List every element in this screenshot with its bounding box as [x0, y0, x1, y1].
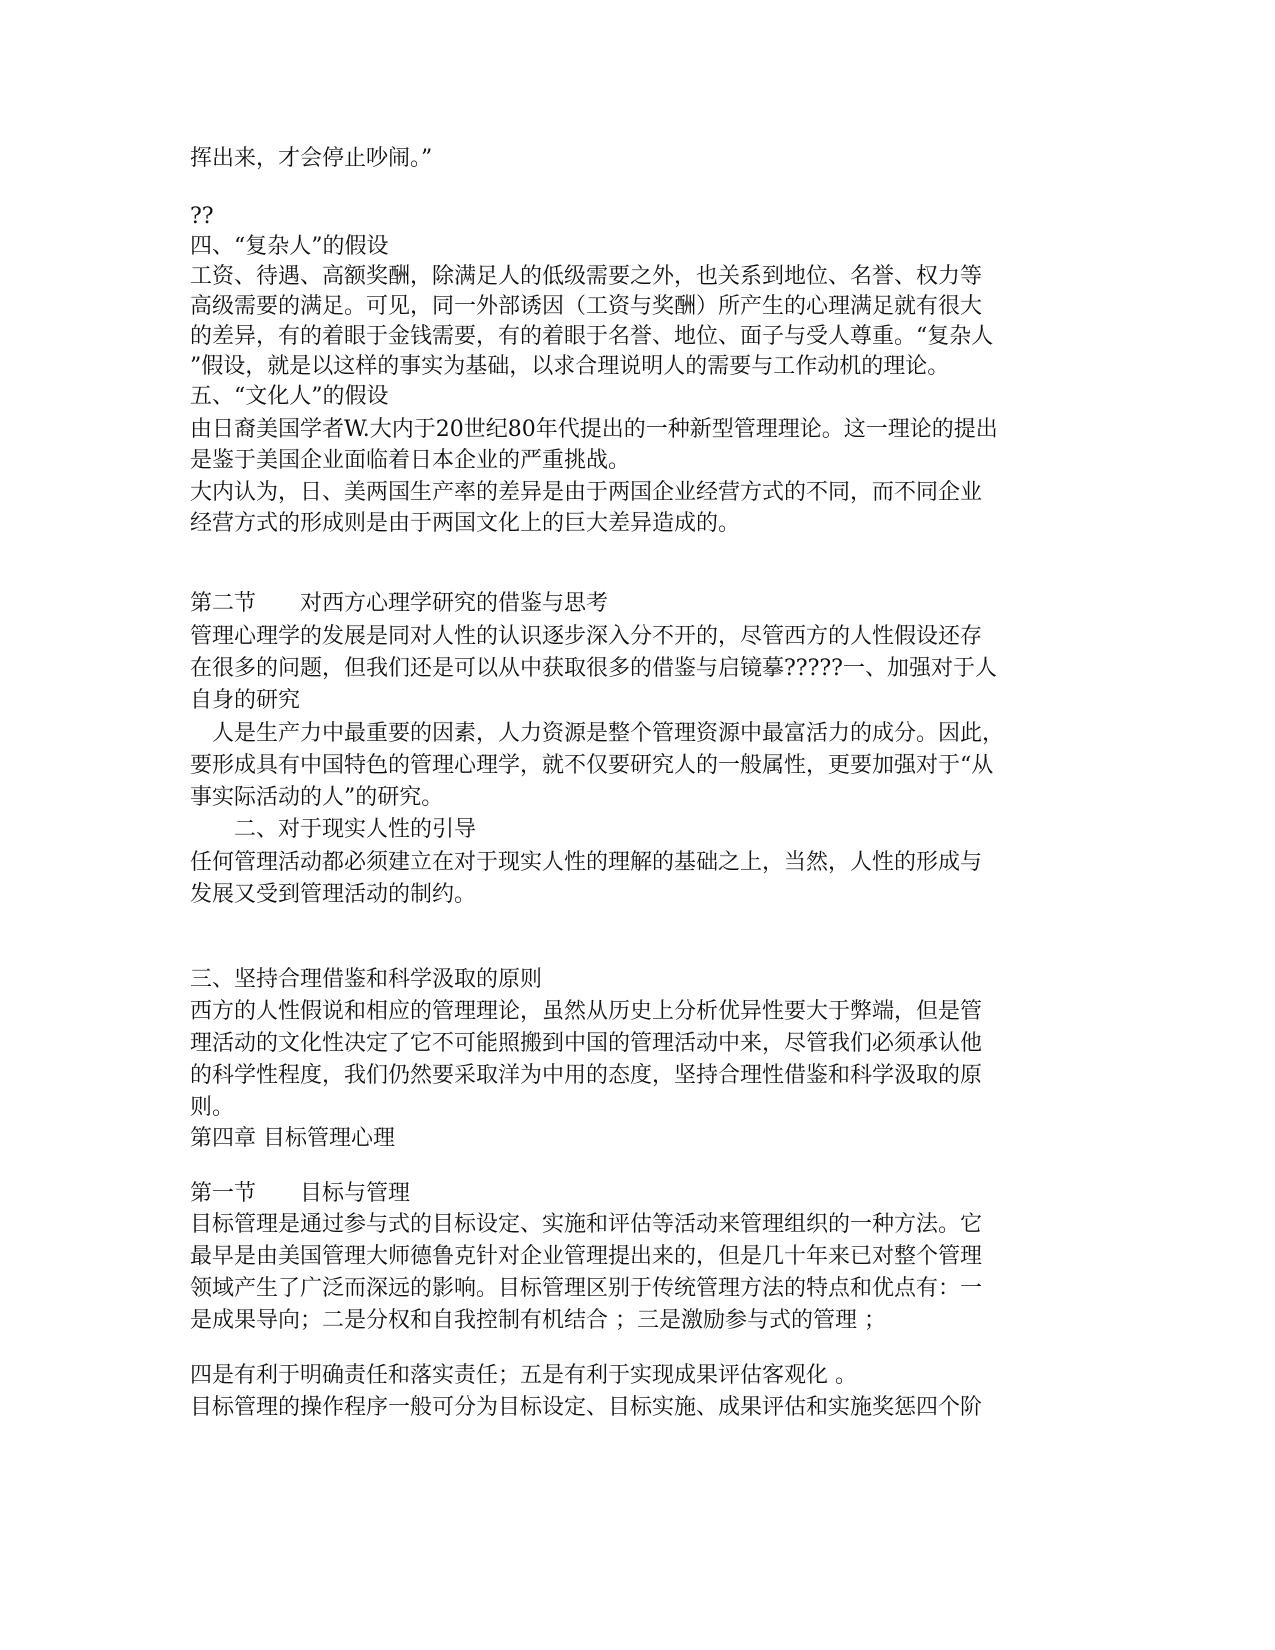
text-line: 则。 — [190, 1095, 235, 1120]
section-heading: 第一节 目标与管理 — [190, 1181, 411, 1206]
chapter-heading: 第四章 目标管理心理 — [190, 1126, 395, 1151]
text-line: 的差异，有的着眼于金钱需要，有的着眼于名誉、地位、面子与受人尊重。“复杂人 — [190, 324, 994, 349]
text-line: 管理心理学的发展是同对人性的认识逐步深入分不开的，尽管西方的人性假设还存 — [190, 624, 983, 649]
text-line: 在很多的问题，但我们还是可以从中获取很多的借鉴与启镜摹?????一、加强对于人 — [190, 656, 997, 681]
text-line: 四是有利于明确责任和落实责任；五是有利于实现成果评估客观化 。 — [190, 1363, 857, 1388]
text-line: 发展又受到管理活动的制约。 — [190, 882, 477, 907]
text-line: 人是生产力中最重要的因素，人力资源是整个管理资源中最富活力的成分。因此， — [190, 721, 1005, 746]
text-line: 大内认为，日、美两国生产率的差异是由于两国企业经营方式的不同，而不同企业 — [190, 480, 983, 505]
text-line: 自身的研究 — [190, 688, 301, 713]
text-line: 高级需要的满足。可见，同一外部诱因（工资与奖酬）所产生的心理满足就有很大 — [190, 294, 983, 319]
text-line: 是成果导向；二是分权和自我控制有机结合 ；三是激励参与式的管理 ； — [190, 1308, 886, 1333]
text-line: ”假设，就是以这样的事实为基础，以求合理说明人的需要与工作动机的理论。 — [190, 354, 950, 379]
text-line: 的科学性程度，我们仍然要采取洋为中用的态度，坚持合理性借鉴和科学汲取的原 — [190, 1063, 983, 1088]
text-line: 最早是由美国管理大师德鲁克针对企业管理提出来的，但是几十年来已对整个管理 — [190, 1244, 983, 1269]
text-line: 目标管理的操作程序一般可分为目标设定、目标实施、成果评估和实施奖惩四个阶 — [190, 1395, 983, 1420]
text-line: 挥出来，才会停止吵闹。” — [190, 146, 433, 171]
text-line: 西方的人性假说和相应的管理理论，虽然从历史上分析优异性要大于弊端，但是管 — [190, 999, 983, 1024]
text-line: 事实际活动的人”的研究。 — [190, 785, 444, 810]
text-line: 领域产生了广泛而深远的影响。目标管理区别于传统管理方法的特点和优点有：一 — [190, 1276, 983, 1301]
text-line: 经营方式的形成则是由于两国文化上的巨大差异造成的。 — [190, 511, 741, 536]
text-line: 是鉴于美国企业面临着日本企业的严重挑战。 — [190, 448, 631, 473]
section-heading: 第二节 对西方心理学研究的借鉴与思考 — [190, 591, 609, 616]
text-line: ?? — [190, 204, 214, 229]
text-line: 由日裔美国学者W.大内于20世纪80年代提出的一种新型管理理论。这一理论的提出 — [190, 417, 998, 442]
text-line: 要形成具有中国特色的管理心理学，就不仅要研究人的一般属性，更要加强对于“从 — [190, 753, 994, 778]
text-line: 工资、待遇、高额奖酬，除满足人的低级需要之外，也关系到地位、名誉、权力等 — [190, 264, 983, 289]
text-line: 理活动的文化性决定了它不可能照搬到中国的管理活动中来，尽管我们必须承认他 — [190, 1031, 983, 1056]
section-heading: 三、坚持合理借鉴和科学汲取的原则 — [190, 967, 543, 992]
text-line: 目标管理是通过参与式的目标设定、实施和评估等活动来管理组织的一种方法。它 — [190, 1212, 983, 1237]
section-heading: 二、对于现实人性的引导 — [190, 817, 477, 842]
section-heading: 五、“文化人”的假设 — [190, 384, 389, 409]
text-line: 任何管理活动都必须建立在对于现实人性的理解的基础之上，当然，人性的形成与 — [190, 850, 983, 875]
section-heading: 四、“复杂人”的假设 — [190, 234, 389, 259]
